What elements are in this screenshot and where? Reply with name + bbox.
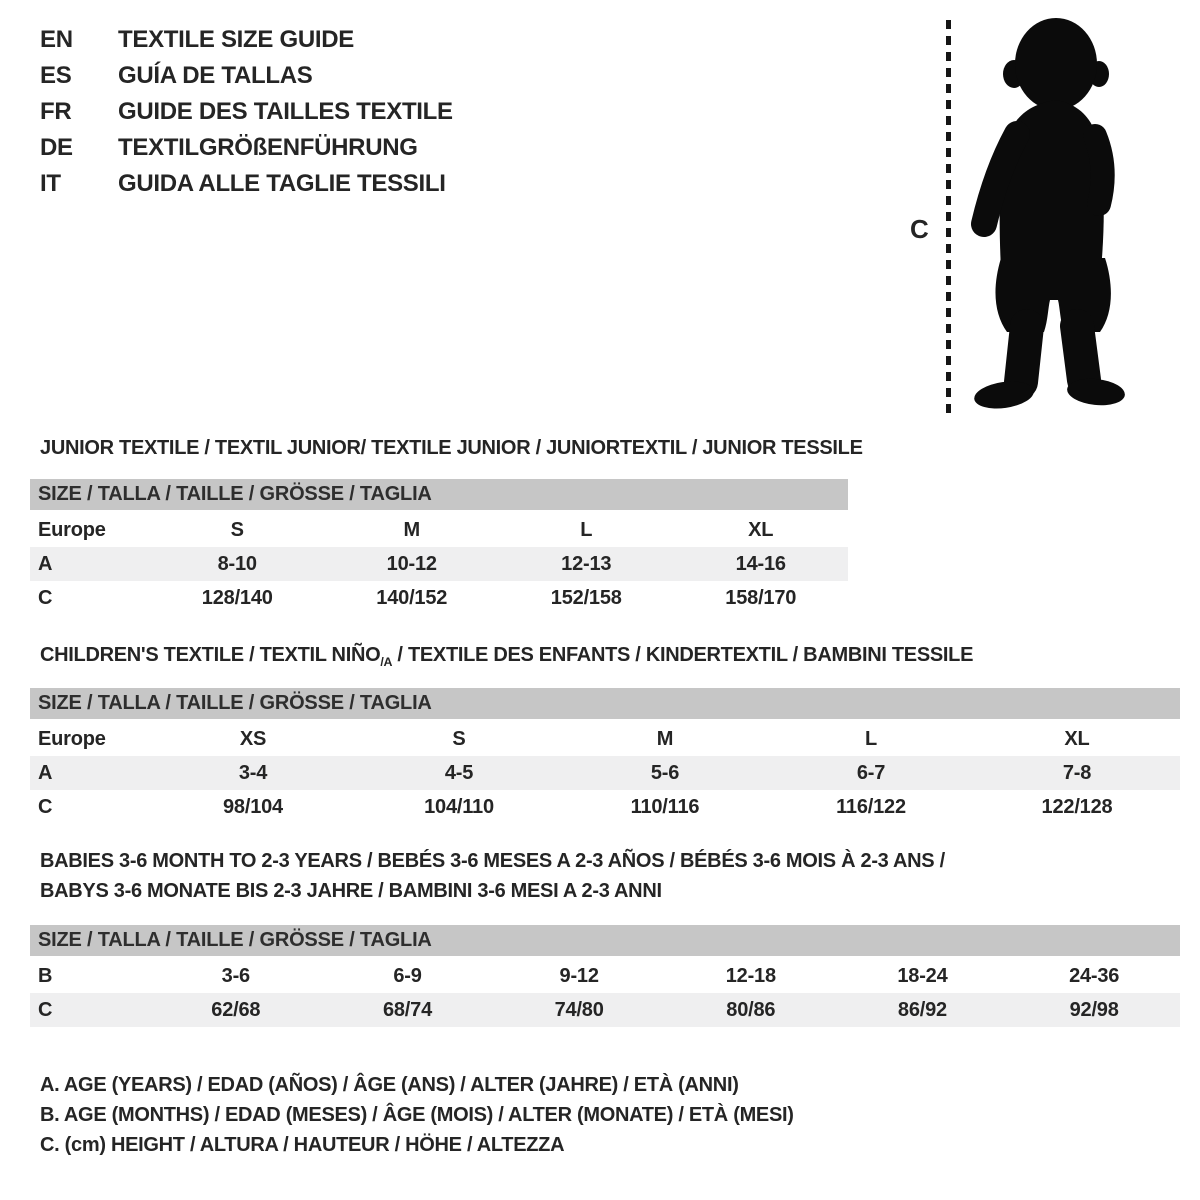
lang-code: ES [40,62,72,89]
value-cell: 86/92 [837,993,1009,1027]
size-cell: M [656,727,674,750]
value-cell: 62/68 [150,993,322,1027]
value-cell: 7-8 [974,756,1180,790]
age-years-row [30,756,1180,790]
size-cell: L [580,518,593,541]
junior-size-table [30,479,848,615]
language-title-list [40,22,453,202]
size-header-bar [30,925,1180,958]
size-header-bar [30,479,848,512]
lang-title: TEXTILGRÖßENFÜHRUNG [118,134,418,161]
height-cm-row [30,790,1180,824]
legend [40,1070,794,1160]
value-cell: 12-18 [725,964,776,987]
babies-section-title [40,846,945,906]
row-label: C [38,795,53,818]
value-cell: 122/128 [1041,795,1113,818]
lang-row-es [40,58,453,94]
region-label: Europe [38,518,106,541]
value-cell: 92/98 [1008,993,1180,1027]
lang-code: FR [40,98,72,125]
legend-line-c: C. (cm) HEIGHT / ALTURA / HAUTEUR / HÖHE / ALTEZZA [40,1134,565,1156]
row-label: C [30,993,150,1027]
value-cell: 5-6 [562,756,768,790]
lang-code: IT [40,170,61,197]
value-cell: 110/116 [630,795,700,818]
value-cell: 24-36 [1069,964,1120,987]
lang-title: TEXTILE SIZE GUIDE [118,26,354,53]
size-cell: XL [1064,727,1090,750]
region-sizes-row [30,512,848,548]
value-cell: 14-16 [674,547,849,581]
toddler-silhouette-icon [963,16,1139,418]
height-measure-label: C [910,214,929,244]
lang-code: EN [40,26,73,53]
size-cell: XS [239,727,267,750]
value-cell: 8-10 [150,547,325,581]
value-cell: 4-5 [356,756,562,790]
row-label: A [30,547,150,581]
value-cell: 18-24 [897,964,948,987]
lang-row-de [40,130,453,166]
value-cell: 74/80 [493,993,665,1027]
size-cell: XL [748,518,774,541]
region-sizes-row [30,721,1180,757]
size-header-label: SIZE / TALLA / TAILLE / GRÖSSE / TAGLIA [30,688,1180,721]
age-years-row [30,547,848,581]
height-cm-row [30,993,1180,1027]
lang-title: GUIDE DES TAILLES TEXTILE [118,98,453,125]
babies-title-line2: BABYS 3-6 MONATE BIS 2-3 JAHRE / BAMBINI 3-6 MESI A 2-3 ANNI [40,880,662,902]
size-header-label: SIZE / TALLA / TAILLE / GRÖSSE / TAGLIA [30,925,1180,958]
size-header-bar [30,688,1180,721]
region-label: Europe [38,727,106,750]
height-cm-row [30,581,848,615]
children-title-sub: /A [380,655,393,669]
babies-title-line1: BABIES 3-6 MONTH TO 2-3 YEARS / BEBÉS 3-6 MESES A 2-3 AÑOS / BÉBÉS 3-6 MOIS À 2-3 ANS / [40,850,945,872]
value-cell: 116/122 [836,795,906,818]
lang-row-fr [40,94,453,130]
value-cell: 12-13 [499,547,674,581]
lang-title: GUIDA ALLE TAGLIE TESSILI [118,170,446,197]
children-title-rest: / TEXTILE DES ENFANTS / KINDERTEXTIL / BAMBINI TESSILE [392,644,974,666]
size-cell: S [230,518,244,541]
height-measure-dashed-line [946,20,951,418]
junior-section-title: JUNIOR TEXTILE / TEXTIL JUNIOR/ TEXTILE JUNIOR / JUNIORTEXTIL / JUNIOR TESSILE [40,437,863,459]
lang-code: DE [40,134,73,161]
value-cell: 80/86 [665,993,837,1027]
value-cell: 9-12 [559,964,599,987]
value-cell: 6-9 [393,964,422,987]
value-cell: 158/170 [725,586,797,609]
children-title-main: CHILDREN'S TEXTILE / TEXTIL NIÑO [40,644,381,666]
lang-row-it [40,166,453,202]
size-cell: M [403,518,420,541]
value-cell: 6-7 [768,756,974,790]
babies-size-table [30,925,1180,1027]
value-cell: 152/158 [550,586,622,609]
value-cell: 98/104 [223,795,283,818]
children-size-table [30,688,1180,824]
value-cell: 3-6 [221,964,250,987]
value-cell: 10-12 [325,547,500,581]
value-cell: 104/110 [424,795,494,818]
value-cell: 3-4 [150,756,356,790]
lang-row-en [40,22,453,58]
size-header-label: SIZE / TALLA / TAILLE / GRÖSSE / TAGLIA [30,479,848,512]
row-label: A [30,756,150,790]
value-cell: 128/140 [201,586,273,609]
legend-line-a: A. AGE (YEARS) / EDAD (AÑOS) / ÂGE (ANS) / ALTER (JAHRE) / ETÀ (ANNI) [40,1074,739,1096]
lang-title: GUÍA DE TALLAS [118,62,313,89]
size-cell: L [864,727,878,750]
row-label: C [38,586,53,609]
children-section-title [40,644,973,669]
value-cell: 140/152 [376,586,448,609]
size-cell: S [452,727,466,750]
age-months-row [30,958,1180,994]
legend-line-b: B. AGE (MONTHS) / EDAD (MESES) / ÂGE (MOIS) / ALTER (MONATE) / ETÀ (MESI) [40,1104,794,1126]
value-cell: 68/74 [322,993,494,1027]
row-label: B [38,964,53,987]
